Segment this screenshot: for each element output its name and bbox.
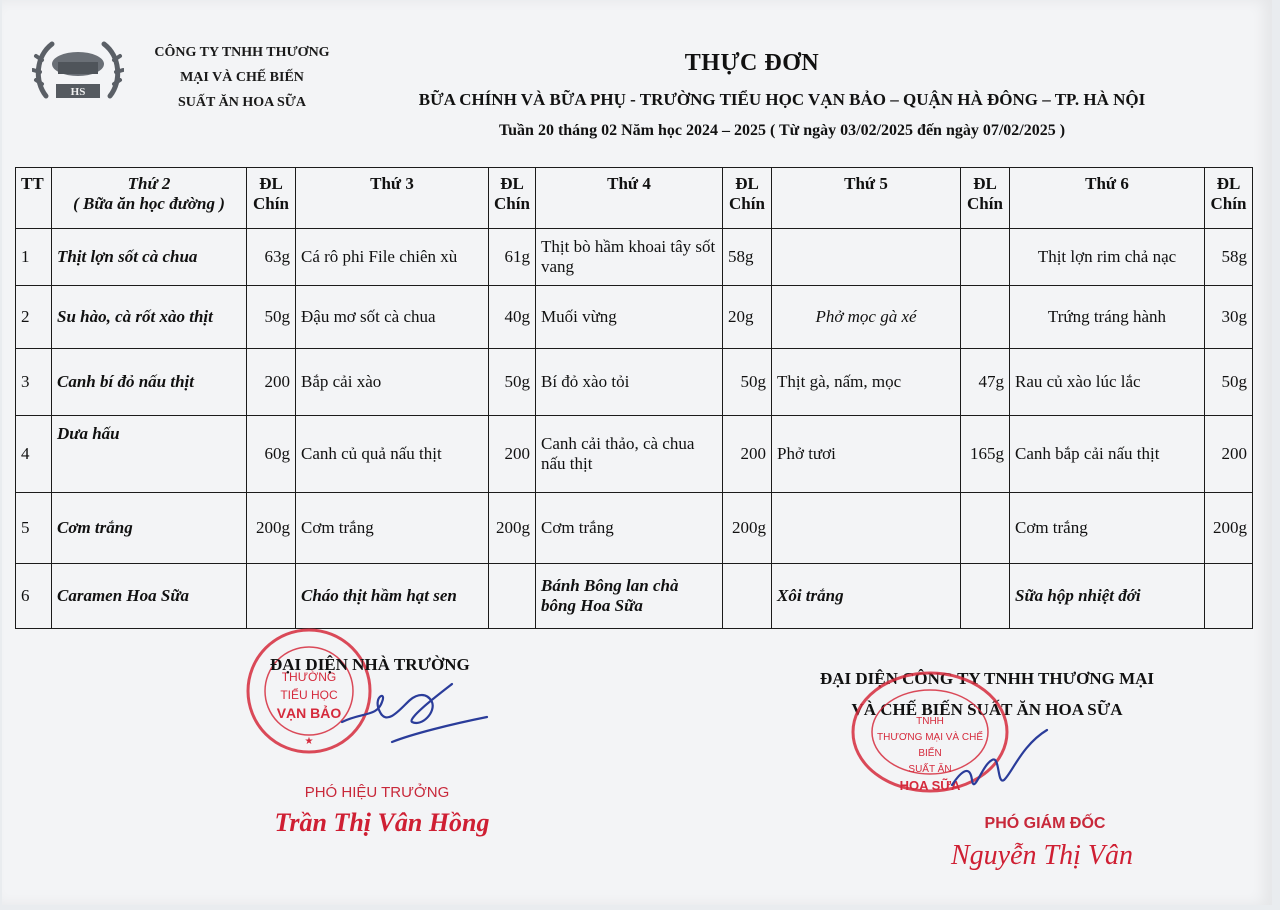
cell-qty: 60g xyxy=(247,416,296,493)
cell-dish-thu6: Cơm trắng xyxy=(1010,493,1205,564)
row-number: 3 xyxy=(16,349,52,416)
cell-qty xyxy=(961,286,1010,349)
cell-dish-thu4: Bí đỏ xào tỏi xyxy=(536,349,723,416)
header-dl-l1: ĐL xyxy=(259,174,283,193)
cell-dish-thu4: Canh cải thảo, cà chua nấu thịt xyxy=(536,416,723,493)
cell-qty xyxy=(723,564,772,629)
header-dl-l1: ĐL xyxy=(1216,174,1241,193)
document-subtitle: BỮA CHÍNH VÀ BỮA PHỤ - TRƯỜNG TIỂU HỌC VẠN BẢO – QUẬN HÀ ĐÔNG – TP. HÀ NỘI xyxy=(418,90,1146,109)
header-dl xyxy=(723,168,772,229)
table-header-row xyxy=(16,168,1253,229)
header-thu6: Thứ 6 xyxy=(1010,168,1205,229)
cell-dish-thu2: Caramen Hoa Sữa xyxy=(52,564,247,629)
company-signature-icon xyxy=(942,725,1062,805)
cell-dish-thu6: Rau củ xào lúc lắc xyxy=(1010,349,1205,416)
row-number: 1 xyxy=(16,229,52,286)
cell-dish-thu6: Trứng tráng hành xyxy=(1010,286,1205,349)
header-dl-l1: ĐL xyxy=(973,174,997,193)
cell-dish-thu5 xyxy=(772,229,961,286)
cell-dish-thu5: Phở tươi xyxy=(772,416,961,493)
cell-qty: 20g xyxy=(723,286,772,349)
seal-line: HOA SỮA xyxy=(899,778,961,793)
cell-qty xyxy=(961,564,1010,629)
cell-qty xyxy=(961,493,1010,564)
cell-dish-thu3: Cơm trắng xyxy=(296,493,489,564)
cell-dish-thu3: Đậu mơ sốt cà chua xyxy=(296,286,489,349)
cell-dish-thu4: Muối vừng xyxy=(536,286,723,349)
cell-qty: 200g xyxy=(723,493,772,564)
school-signature-icon xyxy=(332,672,492,752)
row-number: 5 xyxy=(16,493,52,564)
header-dl-l1: ĐL xyxy=(735,174,759,193)
header-thu4: Thứ 4 xyxy=(536,168,723,229)
cell-qty: 58g xyxy=(1205,229,1253,286)
cell-dish-thu4: Thịt bò hầm khoai tây sốt vang xyxy=(536,229,723,286)
cell-dish-thu3: Cháo thịt hầm hạt sen xyxy=(296,564,489,629)
cell-dish-thu3: Bắp cải xào xyxy=(296,349,489,416)
cell-dish-thu5: Xôi trắng xyxy=(772,564,961,629)
menu-table xyxy=(15,167,1253,629)
cell-dish-thu2: Cơm trắng xyxy=(52,493,247,564)
header-dl xyxy=(247,168,296,229)
company-logo-icon xyxy=(32,36,124,108)
company-signer-name: Nguyễn Thị Vân xyxy=(951,840,1133,871)
cell-qty: 200g xyxy=(247,493,296,564)
header-dl-l2: Chín xyxy=(1210,194,1247,213)
school-signer-role: PHÓ HIỆU TRƯỞNG xyxy=(304,784,450,801)
cell-dish-thu6: Sữa hộp nhiệt đới xyxy=(1010,564,1205,629)
company-name xyxy=(142,40,342,115)
seal-line: THƯƠNG MẠI VÀ CHẾ BIẾN xyxy=(876,732,983,759)
table-row xyxy=(16,286,1253,349)
company-line: MẠI VÀ CHẾ BIẾN xyxy=(180,70,304,85)
cell-dish-thu4: Cơm trắng xyxy=(536,493,723,564)
header-thu2-label: Thứ 2 xyxy=(127,174,171,193)
school-representative-title: ĐẠI DIỆN NHÀ TRƯỜNG xyxy=(270,655,470,674)
cell-qty: 61g xyxy=(489,229,536,286)
cell-qty xyxy=(961,229,1010,286)
header-dl xyxy=(1205,168,1253,229)
cell-dish-thu5: Phở mọc gà xé xyxy=(772,286,961,349)
cell-dish-thu2: Canh bí đỏ nấu thịt xyxy=(52,349,247,416)
cell-qty: 200 xyxy=(723,416,772,493)
cell-qty: 50g xyxy=(247,286,296,349)
cell-qty: 165g xyxy=(961,416,1010,493)
table-row xyxy=(16,229,1253,286)
cell-dish-thu6: Canh bắp cải nấu thịt xyxy=(1010,416,1205,493)
cell-dish-thu2: Su hào, cà rốt xào thịt xyxy=(52,286,247,349)
cell-dish-thu4: Bánh Bông lan chà bông Hoa Sữa xyxy=(536,564,723,629)
cell-qty: 50g xyxy=(489,349,536,416)
company-rep-line: ĐẠI DIỆN CÔNG TY TNHH THƯƠNG MẠI xyxy=(819,669,1155,688)
cell-qty: 50g xyxy=(723,349,772,416)
company-line: SUẤT ĂN HOA SỮA xyxy=(178,95,306,110)
table-row xyxy=(16,493,1253,564)
header-tt: TT xyxy=(16,168,52,229)
header-dl-l2: Chín xyxy=(729,194,765,213)
cell-dish-thu6: Thịt lợn rim chả nạc xyxy=(1010,229,1205,286)
header-dl xyxy=(961,168,1010,229)
cell-qty: 47g xyxy=(961,349,1010,416)
table-row xyxy=(16,416,1253,493)
cell-dish-thu5 xyxy=(772,493,961,564)
company-signer-role: PHÓ GIÁM ĐỐC xyxy=(984,815,1106,832)
header-dl xyxy=(489,168,536,229)
table-row xyxy=(16,564,1253,629)
document-title: THỰC ĐƠN xyxy=(684,50,820,76)
header-thu5: Thứ 5 xyxy=(772,168,961,229)
cell-qty xyxy=(489,564,536,629)
table-row xyxy=(16,349,1253,416)
cell-qty: 200g xyxy=(1205,493,1253,564)
header-dl-l2: Chín xyxy=(494,194,530,213)
cell-qty xyxy=(1205,564,1253,629)
header-dl-l2: Chín xyxy=(967,194,1003,213)
header-thu2-note: ( Bữa ăn học đường ) xyxy=(73,194,225,213)
seal-line: TNHH xyxy=(916,716,944,727)
cell-qty: 200 xyxy=(489,416,536,493)
cell-qty: 200g xyxy=(489,493,536,564)
cell-qty: 50g xyxy=(1205,349,1253,416)
cell-qty: 200 xyxy=(247,349,296,416)
row-number: 4 xyxy=(16,416,52,493)
cell-dish-thu2: Thịt lợn sốt cà chua xyxy=(52,229,247,286)
company-line: CÔNG TY TNHH THƯƠNG xyxy=(154,45,330,60)
school-signer-name: Trần Thị Vân Hồng xyxy=(274,808,490,837)
company-rep-line: VÀ CHẾ BIẾN SUẤT ĂN HOA SỮA xyxy=(851,700,1123,719)
seal-line: TIỂU HỌC xyxy=(280,688,338,702)
cell-dish-thu3: Canh củ quả nấu thịt xyxy=(296,416,489,493)
svg-text:★: ★ xyxy=(304,736,314,747)
week-range: Tuần 20 tháng 02 Năm học 2024 – 2025 ( Từ ngày 03/02/2025 đến ngày 07/02/2025 ) xyxy=(498,122,1066,139)
cell-dish-thu2: Dưa hấu xyxy=(52,416,247,493)
header-dl-l1: ĐL xyxy=(500,174,524,193)
seal-line: THƯỜNG xyxy=(281,670,337,684)
logo-lettering: HS xyxy=(70,86,86,98)
seal-line: SUẤT ĂN xyxy=(908,764,952,775)
cell-qty xyxy=(247,564,296,629)
cell-qty: 58g xyxy=(723,229,772,286)
cell-dish-thu5: Thịt gà, nấm, mọc xyxy=(772,349,961,416)
header-thu2 xyxy=(52,168,247,229)
cell-dish-thu3: Cá rô phi File chiên xù xyxy=(296,229,489,286)
header-dl-l2: Chín xyxy=(253,194,289,213)
cell-qty: 63g xyxy=(247,229,296,286)
cell-qty: 30g xyxy=(1205,286,1253,349)
row-number: 2 xyxy=(16,286,52,349)
cell-qty: 40g xyxy=(489,286,536,349)
header-thu3: Thứ 3 xyxy=(296,168,489,229)
row-number: 6 xyxy=(16,564,52,629)
cell-qty: 200 xyxy=(1205,416,1253,493)
seal-line: VẠN BẢO xyxy=(276,705,342,721)
menu-document xyxy=(2,0,1272,905)
